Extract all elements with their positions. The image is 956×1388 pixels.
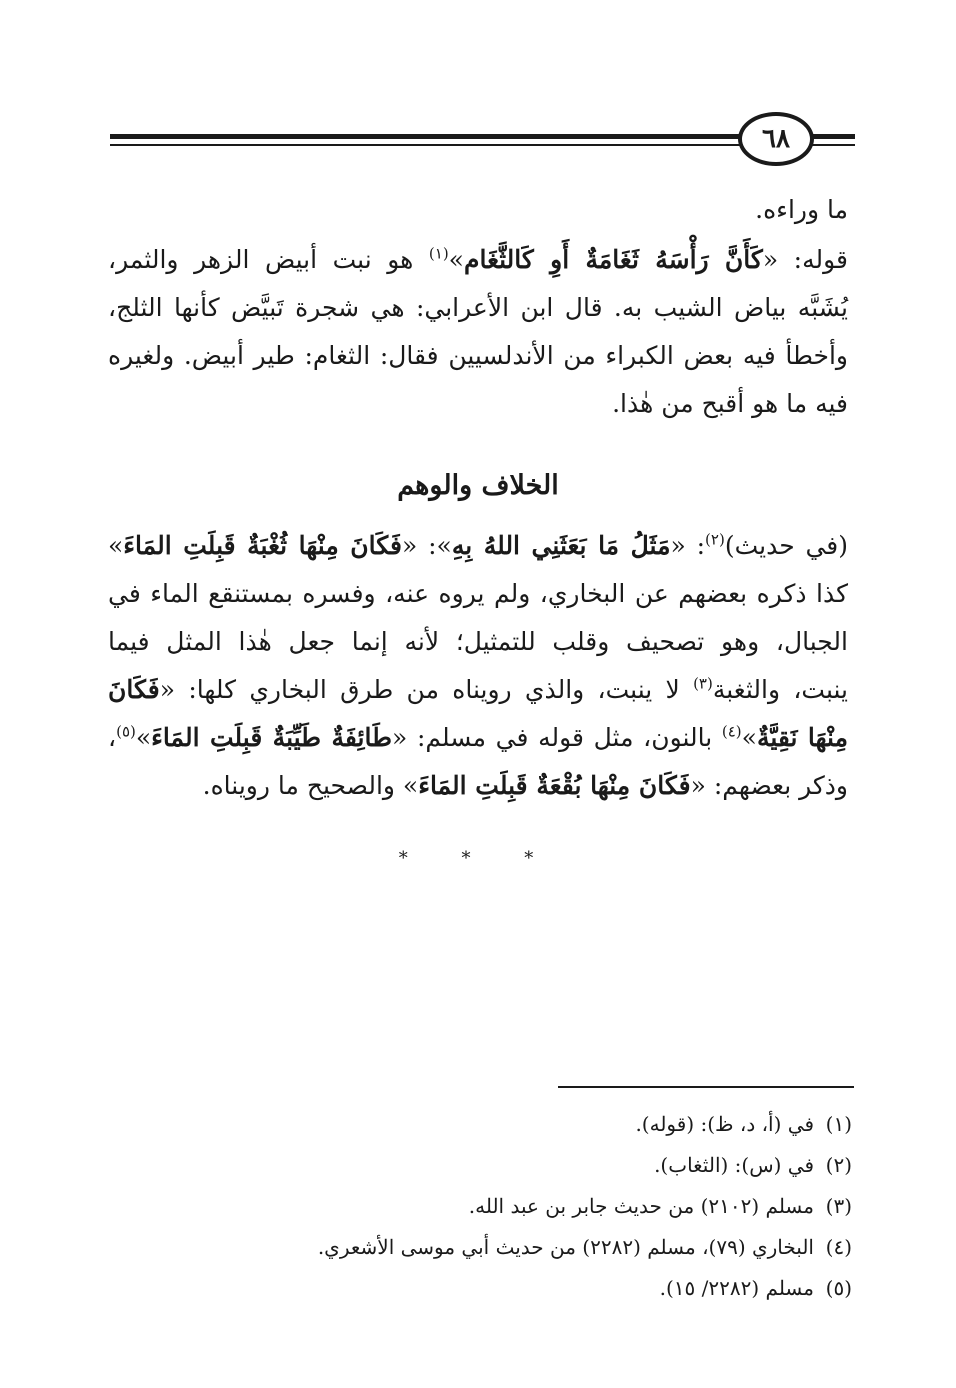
- section-separator: * * *: [398, 848, 558, 869]
- footnotes-list: [240, 1104, 852, 1309]
- footnote-number: (٣): [825, 1194, 852, 1218]
- footnote-item: [240, 1186, 852, 1227]
- quote-hadith-4a: فَكَانَ: [108, 675, 160, 704]
- quote-hadith-5: طَائِفَةٌ طَيِّبَةٌ قَبِلَتِ المَاءَ: [151, 723, 393, 752]
- footnote-ref-1[interactable]: (١): [428, 244, 449, 263]
- footnote-number: (١): [825, 1112, 852, 1136]
- para2-line-6: وذكر بعضهم: «فَكَانَ مِنْهَا بُقْعَةٌ قَبِلَتِ المَاءَ» والصحيح ما رويناه.: [202, 771, 848, 800]
- quote-hadith-4b: مِنْهَا نَقِيَّةٌ: [756, 723, 848, 752]
- header-rule-right-thick: [810, 134, 855, 139]
- quote-hadith-6: فَكَانَ مِنْهَا بُقْعَةٌ قَبِلَتِ المَاءَ: [418, 771, 691, 800]
- quote-hadith-3: فَكَانَ مِنْهَا ثُغْبَةٌ قَبِلَتِ المَاءَ: [123, 531, 403, 560]
- header-rule-thin: [110, 144, 750, 146]
- page-header: [110, 112, 855, 172]
- footnote-item: [240, 1227, 852, 1268]
- para2-line-4: ينبت، والثغبة$^{(٣)}$ لا ينبت، والذي رويناه من طرق البخاري كلها: «فَكَانَ: [108, 674, 848, 704]
- footnote-number: (٤): [825, 1235, 852, 1259]
- para2-line-3: الجبال، وهو تصحيف وقلب للتمثيل؛ لأنه إنما جعل هٰذا المثل فيما: [108, 627, 848, 656]
- quote-hadith-1: كَأَنَّ رَأْسَهُ ثَغَامَةٌ أَوِ كَالثَّغَام: [463, 245, 763, 274]
- quote-hadith-2: مَثَلُ مَا بَعَثَنِي اللهُ بِهِ: [451, 531, 671, 560]
- footnote-text: مسلم (٢١٠٢) من حديث جابر بن عبد الله.: [468, 1194, 814, 1218]
- intro-text: [108, 186, 848, 234]
- footnote-item: [240, 1145, 852, 1186]
- footnote-ref-4[interactable]: (٤): [721, 722, 742, 741]
- header-rule-thick: [110, 134, 750, 139]
- para2-line-5: مِنْهَا نَقِيَّةٌ»$^{(٤)}$ بالنون، مثل قوله في مسلم: «طَائِفَةٌ طَيِّبَةٌ قَبِلَتِ المَاءَ»$^{(٥)}$،: [108, 722, 848, 752]
- footnote-divider: [558, 1086, 854, 1088]
- para2-line-1: (في حديث)$^{(٢)}$: «مَثَلُ مَا بَعَثَنِي اللهُ بِهِ»: «فَكَانَ مِنْهَا ثُغْبَةٌ قَبِلَتِ المَاءَ»: [108, 530, 848, 560]
- footnote-text: في (س): (الثغاب).: [654, 1153, 814, 1177]
- section-heading: الخلاف والوهم: [397, 470, 559, 501]
- footnote-number: (٢): [825, 1153, 852, 1177]
- footnote-ref-3[interactable]: (٣): [693, 674, 713, 693]
- para1-line-2: يُشَبَّه بياض الشيب به. قال ابن الأعرابي: هي شجرة تَبيَّض كأنها الثلج،: [108, 293, 848, 322]
- footnote-text: مسلم (٢٢٨٢/ ١٥).: [659, 1276, 814, 1300]
- page-number: ٦٨: [738, 112, 814, 166]
- para2-line-2: كذا ذكره بعضهم عن البخاري، ولم يروه عنه، وفسره بمستنقع الماء في: [108, 579, 848, 608]
- footnote-item: [240, 1104, 852, 1145]
- header-rule-right-thin: [810, 144, 855, 146]
- intro-line: ما وراءه.: [755, 195, 848, 224]
- footnote-text: في (أ، د، ظ): (قوله).: [635, 1112, 814, 1136]
- para1-line-1: قوله: «كَأَنَّ رَأْسَهُ ثَغَامَةٌ أَوِ كَالثَّغَام»$^{(١)}$ هو نبت أبيض الزهر والثمر،: [108, 244, 848, 274]
- footnote-ref-2[interactable]: (٢): [705, 530, 725, 549]
- footnote-item: [240, 1268, 852, 1309]
- para1-line-4: فيه ما هو أقبح من هٰذا.: [612, 389, 848, 418]
- para1-line-3: وأخطأ فيه بعض الكبراء من الأندلسيين فقال: الثغام: طير أبيض. ولغيره: [108, 341, 848, 370]
- footnote-text: البخاري (٧٩)، مسلم (٢٢٨٢) من حديث أبي موسى الأشعري.: [317, 1235, 814, 1259]
- footnote-ref-5[interactable]: (٥): [116, 722, 136, 741]
- footnote-number: (٥): [825, 1276, 852, 1300]
- paragraph-2: [108, 522, 848, 810]
- paragraph-1: [108, 236, 848, 428]
